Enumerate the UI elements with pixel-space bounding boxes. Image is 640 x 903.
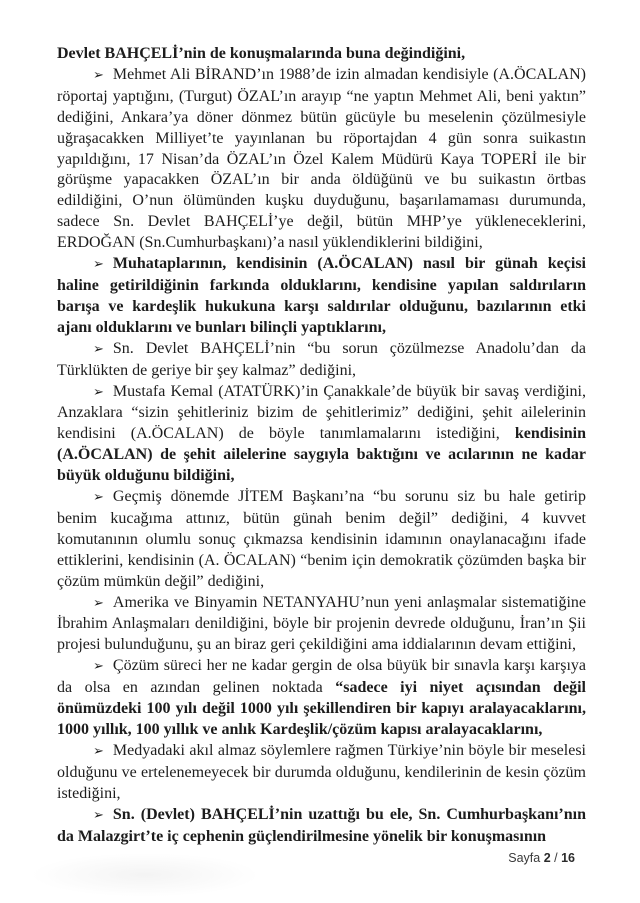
text-run: Çözüm süreci her ne kadar gergin de olsa büyük bir sınavla karşı karşıya da olsa en azından gelinen noktada xyxy=(57,657,586,697)
footer-separator: / xyxy=(554,851,558,866)
footer-page-number: 2 xyxy=(543,851,551,866)
bullet-item xyxy=(57,254,586,339)
footer-label: Sayfa xyxy=(508,851,541,866)
text-run: Sn. Devlet BAHÇELİ’nin “bu sorun çözülmezse Anadolu’dan da Türklükten de geriye bir şey kalmaz” dediğini, xyxy=(57,339,586,379)
bullet-arrow-icon: ➢ xyxy=(93,659,104,675)
bullet-arrow-icon: ➢ xyxy=(93,743,104,759)
document-title xyxy=(57,44,586,65)
bullet-arrow-icon: ➢ xyxy=(93,490,104,506)
text-run: Medyadaki akıl almaz söylemlere rağmen Türkiye’nin böyle bir meselesi olduğunu ve ertelenemeyecek bir durumda olduğunu, kendilerinin de kesin çözüm istediğini, xyxy=(57,741,586,802)
bullet-item xyxy=(57,805,586,848)
bullet-item xyxy=(57,656,586,741)
bullet-item xyxy=(57,741,586,805)
text-run: Devlet BAHÇELİ’nin de konuşmalarında buna değindiğini, xyxy=(57,45,466,62)
text-run: Geçmiş dönemde JİTEM Başkanı’na “bu sorunu siz bu hale getirip benim kucağıma attınız, bütün günah benim değil” dediğini, 4 kuvvet komutanının olumlu sonuç çıkmazsa kendisinin idamının onaylanacağını ifade ettiklerini, kendisinin (A. ÖCALAN) “benim için demokratik çözümden başka bir çözüm mümkün değil” dediğini, xyxy=(57,488,586,590)
bullet-arrow-icon: ➢ xyxy=(93,384,104,400)
text-run: Sn. (Devlet) BAHÇELİ’nin uzattığı bu ele, Sn. Cumhurbaşkanı’nın da Malazgirt’te iç cephenin güçlendirilmesine yönelik bir konuşmasının xyxy=(57,805,586,845)
document-body xyxy=(57,44,586,847)
text-run: “sadece iyi niyet açısından değil önümüzdeki 100 yılı değil 1000 yılı şekillendiren bir kapıyı aralayacaklarını, 1000 yıllık, 100 yıllık ve anlık Kardeşlik/çözüm kapısı aralayacaklarını, xyxy=(57,679,586,738)
bullet-arrow-icon: ➢ xyxy=(93,807,104,823)
bullet-arrow-icon: ➢ xyxy=(93,257,104,273)
bullet-item xyxy=(57,65,586,254)
bullet-arrow-icon: ➢ xyxy=(93,67,104,83)
bullet-item xyxy=(57,487,586,593)
bullet-item xyxy=(57,382,586,488)
text-run: Mustafa Kemal (ATATÜRK)’in Çanakkale’de büyük bir savaş verdiğini, Anzaklara “sizin şehitleriniz bizim de şehitlerimiz” dediğini, şehit ailelerinin kendisini (A.ÖCALAN) de böyle tanımlamalarını istediğini, xyxy=(57,382,586,443)
footer-total-pages: 16 xyxy=(561,851,575,866)
bullet-arrow-icon: ➢ xyxy=(93,341,104,357)
bullet-item xyxy=(57,339,586,382)
text-run: Muhataplarının, kendisinin (A.ÖCALAN) nasıl bir günah keçisi haline getirildiğinin farkında olduklarını, kendisine yapılan saldırıların barışa ve kardeşlik hukukuna karşı saldırılar olduğunu, bazılarının etki ajanı olduklarını ve bunları bilinçli yaptıklarını, xyxy=(57,255,586,336)
bullet-arrow-icon: ➢ xyxy=(93,595,104,611)
text-run: Mehmet Ali BİRAND’ın 1988’de izin almadan kendisiyle (A.ÖCALAN) röportaj yaptığını, (Turgut) ÖZAL’ın arayıp “ne yaptın Mehmet Ali, beni yaktın” dediğini, Ankara’ya döner dönmez bütün gücüyle bu meselenin çözülmesiyle uğraşacakken Milliyet’te yayınlanan bu röportajdan 4 gün sonra suikastın yapıldığını, 17 Nisan’da ÖZAL’ın Özel Kalem Müdürü Kaya TOPERİ ile bir görüşme yapacakken ÖZAL’ın bir anda öldüğünü ve bu suikastın örtbas edildiğini, O’nun ölümünden kuşku duyduğunu, başarılamaması durumunda, sadece Sn. Devlet BAHÇELİ’ye değil, bütün MHP’ye yükleneceklerini, ERDOĞAN (Sn.Cumhurbaşkanı)’a nasıl yüklendiklerini bildiğini, xyxy=(57,65,586,252)
bullet-item xyxy=(57,593,586,657)
text-run: kendisinin (A.ÖCALAN) de şehit ailelerine saygıyla baktığını ve acılarının ne kadar büyük olduğunu bildiğini, xyxy=(57,425,586,485)
text-run: Amerika ve Binyamin NETANYAHU’nun yeni anlaşmalar sistematiğine İbrahim Anlaşmaları denildiğini, böyle bir projenin devrede olduğunu, İran’ın Şii projesi bulunduğunu, şu an biraz geri çekildiğini ama iddialarının devam ettiğini, xyxy=(57,593,586,654)
page-footer xyxy=(57,851,586,865)
